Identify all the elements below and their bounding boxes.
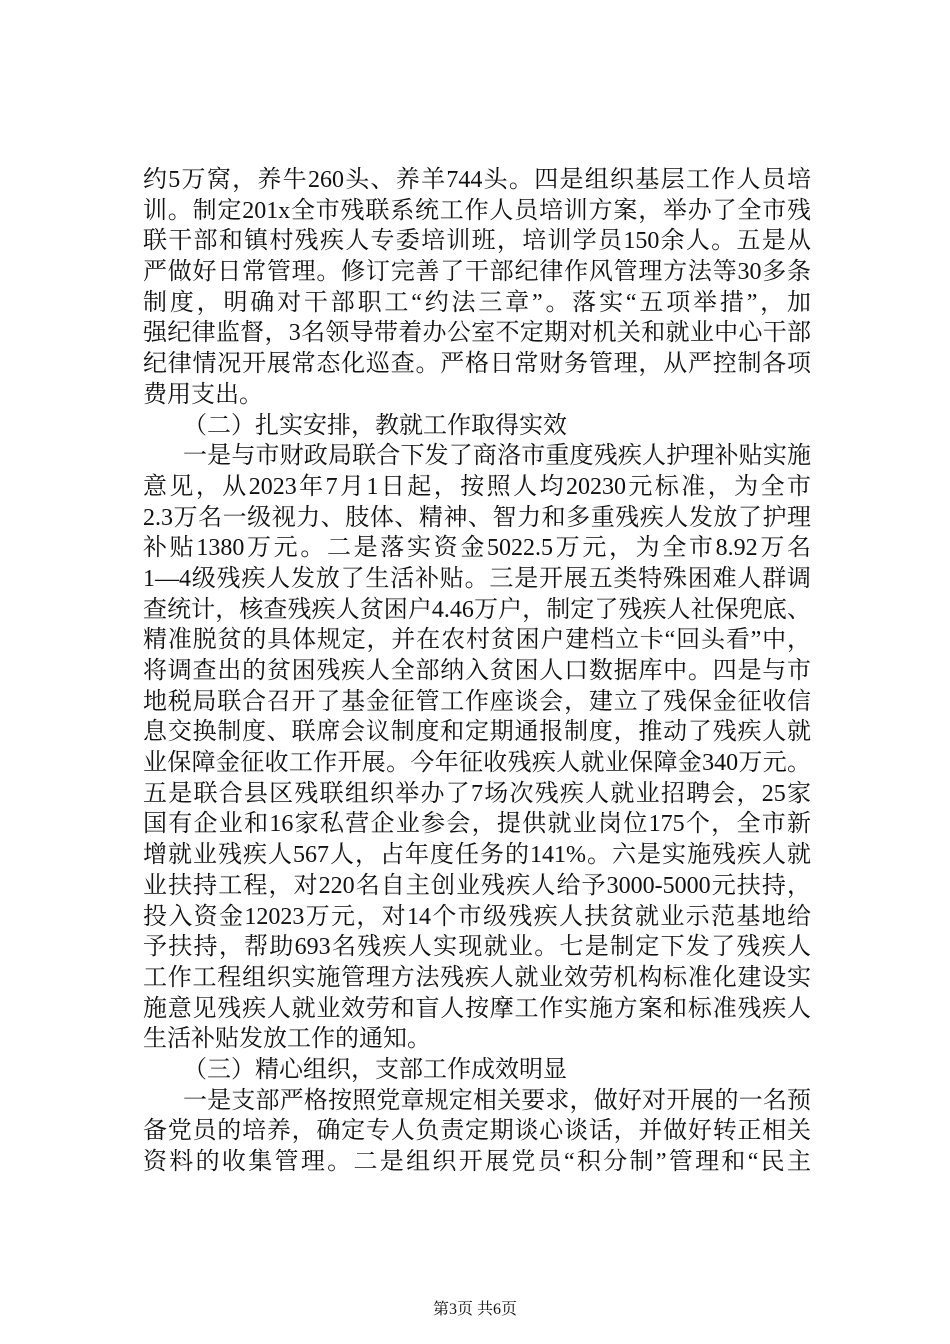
text-line: 训。制定201x全市残联系统工作人员培训方案，举办了全市残 [143, 197, 811, 224]
text-line: 将调查出的贫困残疾人全部纳入贫困人口数据库中。四是与市 [143, 658, 811, 684]
text-line: 备党员的培养，确定专人负责定期谈心谈话，并做好转正相关 [143, 1118, 811, 1145]
text-line: 生活补贴发放工作的通知。 [143, 1026, 431, 1053]
text-line: 投入资金12023万元，对14个市级残疾人扶贫就业示范基地给 [143, 903, 811, 930]
text-line: 地税局联合召开了基金征管工作座谈会，建立了残保金征收信 [143, 688, 811, 715]
text-line: 资料的收集管理。二是组织开展党员“积分制”管理和“民主 [143, 1149, 811, 1175]
text-line: 补贴1380万元。二是落实资金5022.5万元，为全市8.92万名 [143, 535, 811, 562]
text-line: 一是与市财政局联合下发了商洛市重度残疾人护理补贴实施 [183, 443, 811, 470]
text-line: 查统计，核查残疾人贫困户4.46万户，制定了残疾人社保兜底、 [143, 596, 811, 623]
text-line: 息交换制度、联席会议制度和定期通报制度，推动了残疾人就 [143, 719, 811, 746]
text-line: 严做好日常管理。修订完善了干部纪律作风管理方法等30多条 [143, 259, 811, 286]
text-line: 制度，明确对干部职工“约法三章”。落实“五项举措”，加 [143, 289, 811, 316]
text-line: 五是联合县区残联组织举办了7场次残疾人就业招聘会，25家 [143, 780, 811, 807]
text-line: 精准脱贫的具体规定，并在农村贫困户建档立卡“回头看”中， [143, 627, 811, 654]
text-line: 1—4级残疾人发放了生活补贴。三是开展五类特殊困难人群调 [143, 565, 811, 592]
text-line: 强纪律监督，3名领导带着办公室不定期对机关和就业中心干部 [143, 320, 811, 347]
text-line: 一是支部严格按照党章规定相关要求，做好对开展的一名预 [183, 1087, 811, 1114]
text-line: 增就业残疾人567人，占年度任务的141%。六是实施残疾人就 [143, 842, 811, 869]
text-line: 国有企业和16家私营企业参会，提供就业岗位175个，全市新 [143, 811, 811, 838]
text-line: 业扶持工程，对220名自主创业残疾人给予3000-5000元扶持， [143, 872, 811, 899]
text-line: 工作工程组织实施管理方法残疾人就业效劳机构标准化建设实 [143, 964, 811, 991]
text-line: 纪律情况开展常态化巡查。严格日常财务管理，从严控制各项 [143, 351, 811, 378]
text-line: 施意见残疾人就业效劳和盲人按摩工作实施方案和标准残疾人 [143, 995, 811, 1022]
text-line: 意见，从2023年7月1日起，按照人均20230元标准，为全市 [143, 473, 811, 500]
document-body [143, 165, 811, 1178]
section-heading: （三）精心组织，支部工作成效明显 [183, 1056, 567, 1083]
text-line: 约5万窝，养牛260头、养羊744头。四是组织基层工作人员培 [143, 167, 811, 193]
text-line: 予扶持，帮助693名残疾人实现就业。七是制定下发了残疾人 [143, 934, 811, 961]
text-line: 2.3万名一级视力、肢体、精神、智力和多重残疾人发放了护理 [143, 504, 811, 531]
text-line: 联干部和镇村残疾人专委培训班，培训学员150余人。五是从 [143, 228, 811, 255]
section-heading: （二）扎实安排，教就工作取得实效 [183, 412, 567, 439]
text-line: 费用支出。 [143, 381, 263, 408]
page-footer: 第3页 共6页 [432, 1301, 517, 1318]
text-line: 业保障金征收工作开展。今年征收残疾人就业保障金340万元。 [143, 750, 811, 777]
